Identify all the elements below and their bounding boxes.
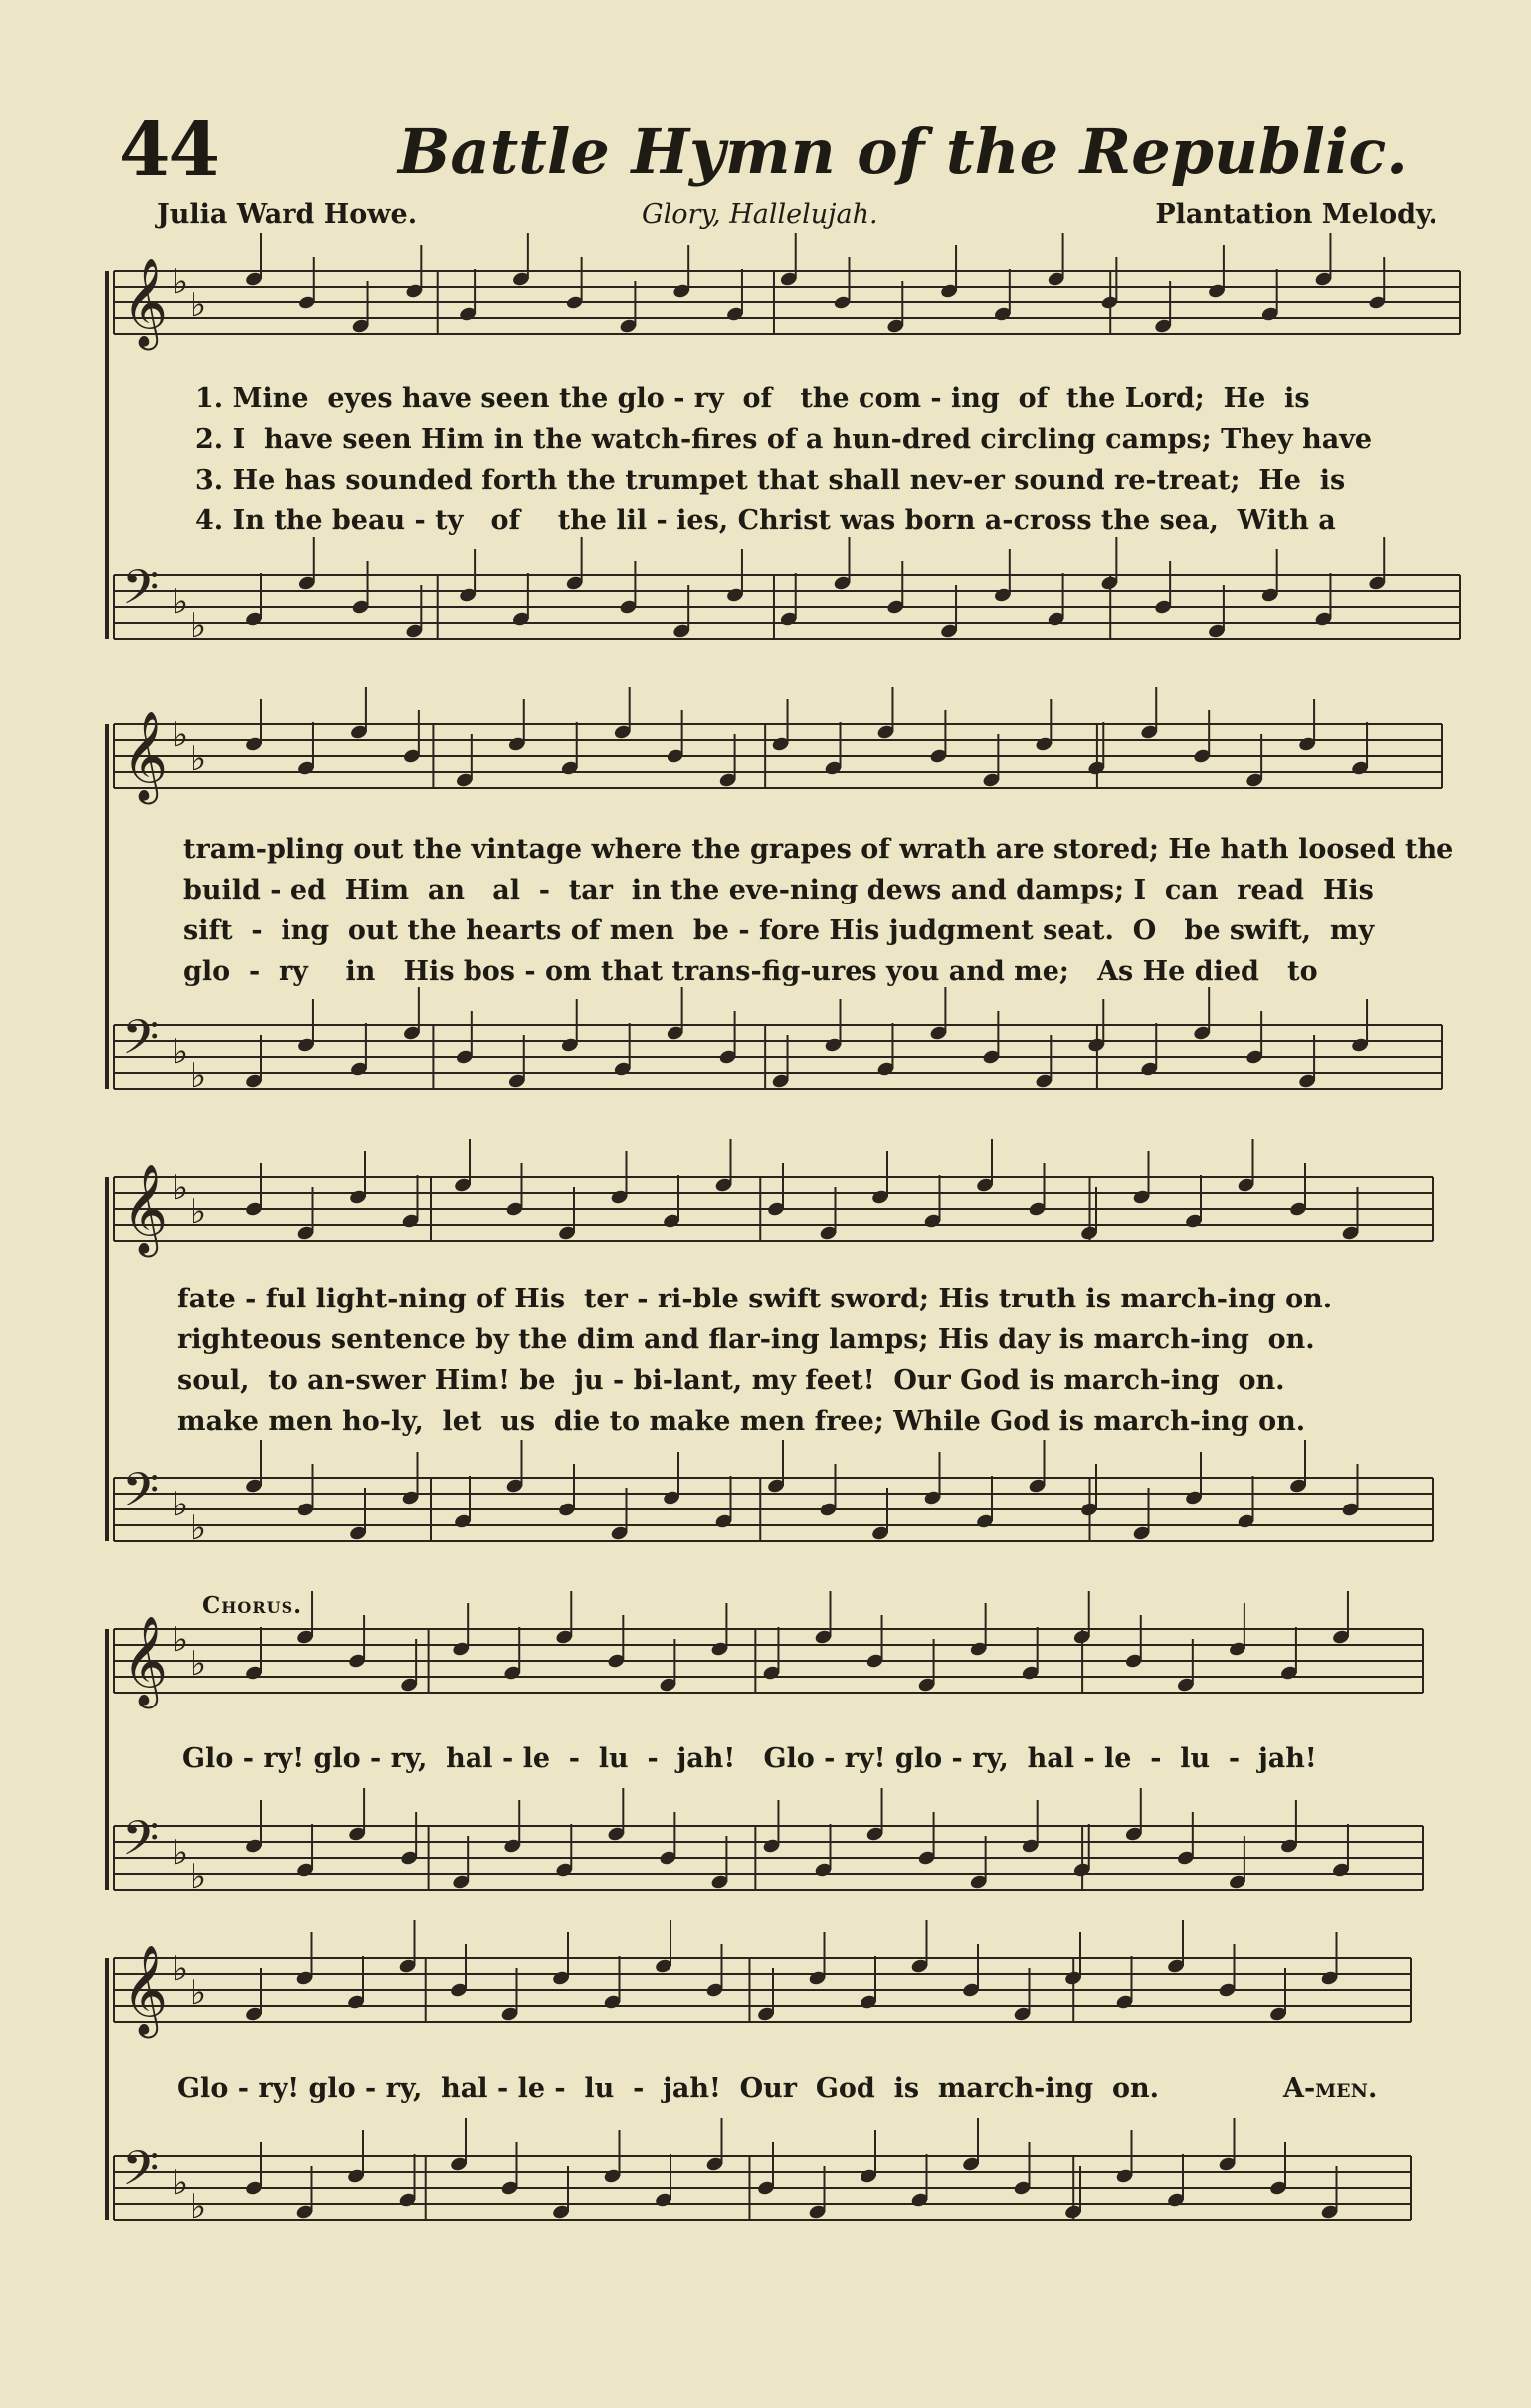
flat-icon: ♭ xyxy=(190,1857,207,1897)
verse-3-line-3: soul, to an-swer Him! be ju - bi-lant, my feet! Our God is march-ing on. xyxy=(177,1365,1285,1396)
verse-4-line-3: make men ho-ly, let us die to make men free; While God is march-ing on. xyxy=(177,1406,1306,1437)
bass-clef-icon: 𝄢 xyxy=(122,2140,160,2208)
verse-4-line-1: 4. In the beau - ty of the lil - ies, Christ was born a-cross the sea, With a xyxy=(195,505,1336,536)
treble-clef-icon: 𝄞 xyxy=(122,1945,169,2035)
verse-1-line-3: fate - ful light-ning of His ter - ri-ble swift sword; His truth is march-ing on. xyxy=(177,1284,1333,1314)
flat-icon: ♭ xyxy=(190,1192,207,1232)
flat-icon: ♭ xyxy=(190,606,207,646)
flat-icon: ♭ xyxy=(190,1973,207,2013)
flat-icon: ♭ xyxy=(172,1949,189,1989)
verse-2-line-3: righteous sentence by the dim and flar-ing lamps; His day is march-ing on. xyxy=(177,1324,1315,1355)
flat-icon: ♭ xyxy=(172,715,189,755)
bass-clef-icon: 𝄢 xyxy=(122,1462,160,1529)
flat-icon: ♭ xyxy=(172,1168,189,1208)
words-author: Julia Ward Howe. xyxy=(157,199,418,230)
verse-2-line-2: build - ed Him an al - tar in the eve-ning dews and damps; I can read His xyxy=(183,875,1374,905)
amen-label: A-men. xyxy=(1283,2073,1378,2104)
chorus-label: Chorus. xyxy=(202,1592,303,1619)
flat-icon: ♭ xyxy=(190,739,207,779)
flat-icon: ♭ xyxy=(172,1833,189,1873)
bass-clef-icon: 𝄢 xyxy=(122,1810,160,1878)
flat-icon: ♭ xyxy=(172,2163,189,2203)
flat-icon: ♭ xyxy=(190,1644,207,1684)
flat-icon: ♭ xyxy=(172,582,189,622)
flat-icon: ♭ xyxy=(190,2187,207,2227)
verse-1-line-1: 1. Mine eyes have seen the glo - ry of the com - ing of the Lord; He is xyxy=(195,383,1310,414)
bass-clef-icon: 𝄢 xyxy=(122,559,160,627)
chorus-line-2: Glo - ry! glo - ry, hal - le - lu - jah! Our God is march-ing on. xyxy=(177,2073,1159,2104)
treble-clef-icon: 𝄞 xyxy=(122,258,169,347)
verse-1-line-2: tram-pling out the vintage where the grapes of wrath are stored; He hath loosed the xyxy=(183,834,1454,865)
tune-name: Glory, Hallelujah. xyxy=(642,199,878,230)
hymn-title: Battle Hymn of the Republic. xyxy=(398,115,1408,188)
flat-icon: ♭ xyxy=(172,262,189,301)
verse-2-line-1: 2. I have seen Him in the watch-fires of a hun-dred circling camps; They have xyxy=(195,424,1373,455)
verse-4-line-2: glo - ry in His bos - om that trans-fig-ures you and me; As He died to xyxy=(183,956,1318,987)
flat-icon: ♭ xyxy=(190,1508,207,1548)
bass-clef-icon: 𝄢 xyxy=(122,1009,160,1077)
treble-clef-icon: 𝄞 xyxy=(122,711,169,801)
treble-clef-icon: 𝄞 xyxy=(122,1616,169,1706)
chorus-line-1: Glo - ry! glo - ry, hal - le - lu - jah! Glo - ry! glo - ry, hal - le - lu - jah! xyxy=(182,1743,1317,1774)
hymn-number: 44 xyxy=(119,107,218,193)
treble-clef-icon: 𝄞 xyxy=(122,1164,169,1254)
verse-3-line-1: 3. He has sounded forth the trumpet that shall nev-er sound re-treat; He is xyxy=(195,465,1346,496)
flat-icon: ♭ xyxy=(172,1032,189,1072)
flat-icon: ♭ xyxy=(172,1620,189,1660)
flat-icon: ♭ xyxy=(190,286,207,325)
music-source: Plantation Melody. xyxy=(1155,199,1437,230)
flat-icon: ♭ xyxy=(172,1485,189,1524)
verse-3-line-2: sift - ing out the hearts of men be - fore His judgment seat. O be swift, my xyxy=(183,915,1375,946)
flat-icon: ♭ xyxy=(190,1056,207,1096)
